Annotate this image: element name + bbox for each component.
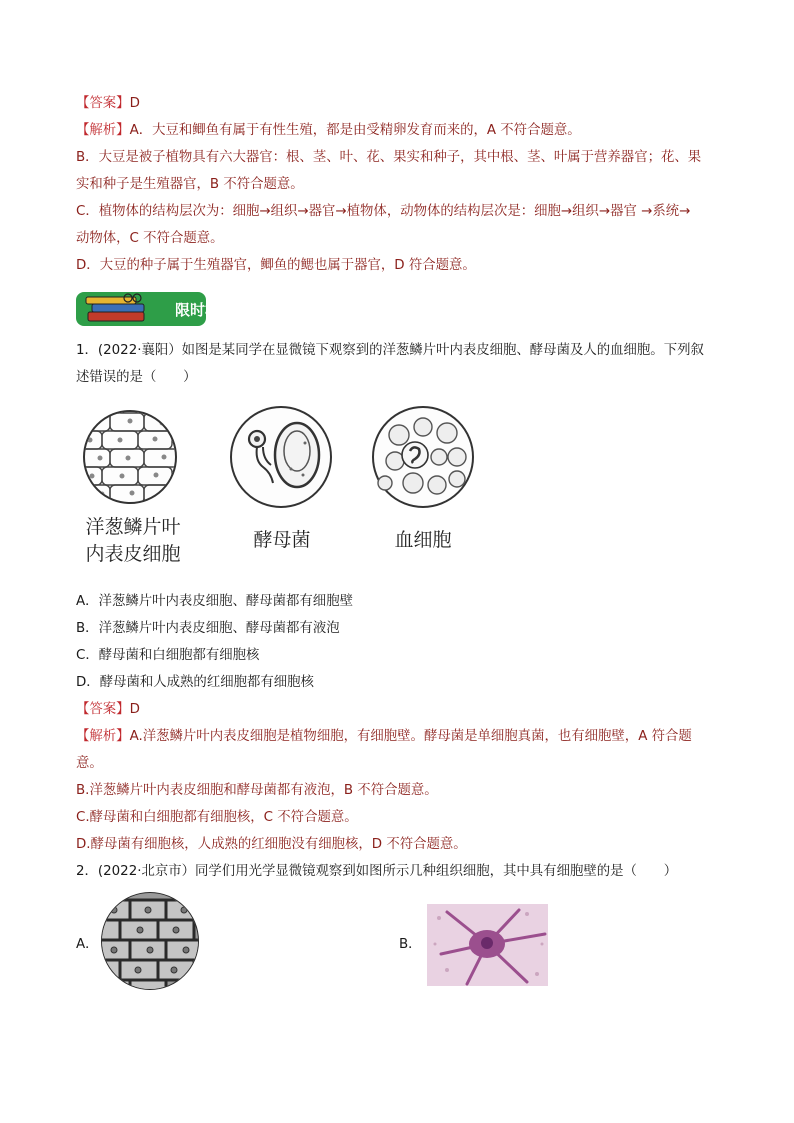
q1-answer-value: D <box>129 702 140 717</box>
q1-option-d: D．酵母菌和人成熟的红细胞都有细胞核 <box>76 675 314 690</box>
q1-analysis-line-4: D.酵母菌有细胞核，人成熟的红细胞没有细胞核，D 不符合题意。 <box>76 837 467 852</box>
q1-answer-line <box>76 700 140 720</box>
q1-option-b: B．洋葱鳞片叶内表皮细胞、酵母菌都有液泡 <box>76 621 340 636</box>
yeast-figure <box>227 403 339 511</box>
blood-cell-figure <box>369 405 477 511</box>
analysis-line-2: 实和种子是生殖器官，B 不符合题意。 <box>76 177 304 192</box>
answer-label: 【答案】 <box>76 96 130 111</box>
q1-option-c: C．酵母菌和白细胞都有细胞核 <box>76 648 260 663</box>
q1-analysis-line-1: 意。 <box>76 756 103 771</box>
analysis-line-1: B．大豆是被子植物具有六大器官：根、茎、叶、花、果实和种子，其中根、茎、叶属于营养器官；花、果 <box>76 150 702 165</box>
q1-analysis-label: 【解析】 <box>76 729 130 744</box>
analysis-line-3: C．植物体的结构层次为：细胞→组织→器官→植物体，动物体的结构层次是：细胞→组织→器官 →系统→ <box>76 204 691 219</box>
q1-answer-label: 【答案】 <box>76 702 130 717</box>
analysis-line-0: 【解析】A．大豆和鲫鱼有属于有性生殖，都是由受精卵发育而来的，A 不符合题意。 <box>76 123 581 138</box>
q1-analysis-line-0: 【解析】A.洋葱鳞片叶内表皮细胞是植物细胞，有细胞壁。酵母菌是单细胞真菌，也有细胞壁，A 符合题 <box>76 729 692 744</box>
q2-option-a-label: A． <box>76 937 99 952</box>
analysis-line-4: 动物体，C 不符合题意。 <box>76 231 224 246</box>
q1-analysis-line-3: C.酵母菌和白细胞都有细胞核，C 不符合题意。 <box>76 810 358 825</box>
books-icon <box>82 292 168 326</box>
answer-line <box>76 94 140 114</box>
q2-onion-photo <box>100 890 200 992</box>
figure-label-blood: 血细胞 <box>394 529 452 551</box>
q2-option-b-label: B． <box>399 937 422 952</box>
figure-label-yeast: 酵母菌 <box>253 529 311 551</box>
q1-stem-line-0: 1．(2022·襄阳）如图是某同学在显微镜下观察到的洋葱鳞片叶内表皮细胞、酵母菌及人的血细胞。下列叙 <box>76 343 704 358</box>
q1-analysis-line-2: B.洋葱鳞片叶内表皮细胞和酵母菌都有液泡，B 不符合题意。 <box>76 783 438 798</box>
q1-stem-line-1: 述错误的是（ ） <box>76 370 197 385</box>
answer-value: D <box>129 96 140 111</box>
onion-cell-figure <box>80 405 180 509</box>
q2-stem: 2．(2022·北京市）同学们用光学显微镜观察到如图所示几种组织细胞，其中具有细胞壁的是（ ） <box>76 864 678 879</box>
analysis-line-5: D．大豆的种子属于生殖器官，鲫鱼的鳃也属于器官，D 符合题意。 <box>76 258 476 273</box>
q2-neuron-photo <box>427 904 548 986</box>
analysis-label: 【解析】 <box>76 123 130 138</box>
q1-option-a: A．洋葱鳞片叶内表皮细胞、酵母菌都有细胞壁 <box>76 594 353 609</box>
figure-label-onion-2: 内表皮细胞 <box>85 543 181 565</box>
badge-title: 限时检 <box>175 301 221 319</box>
figure-label-onion-1: 洋葱鳞片叶 <box>85 516 181 538</box>
